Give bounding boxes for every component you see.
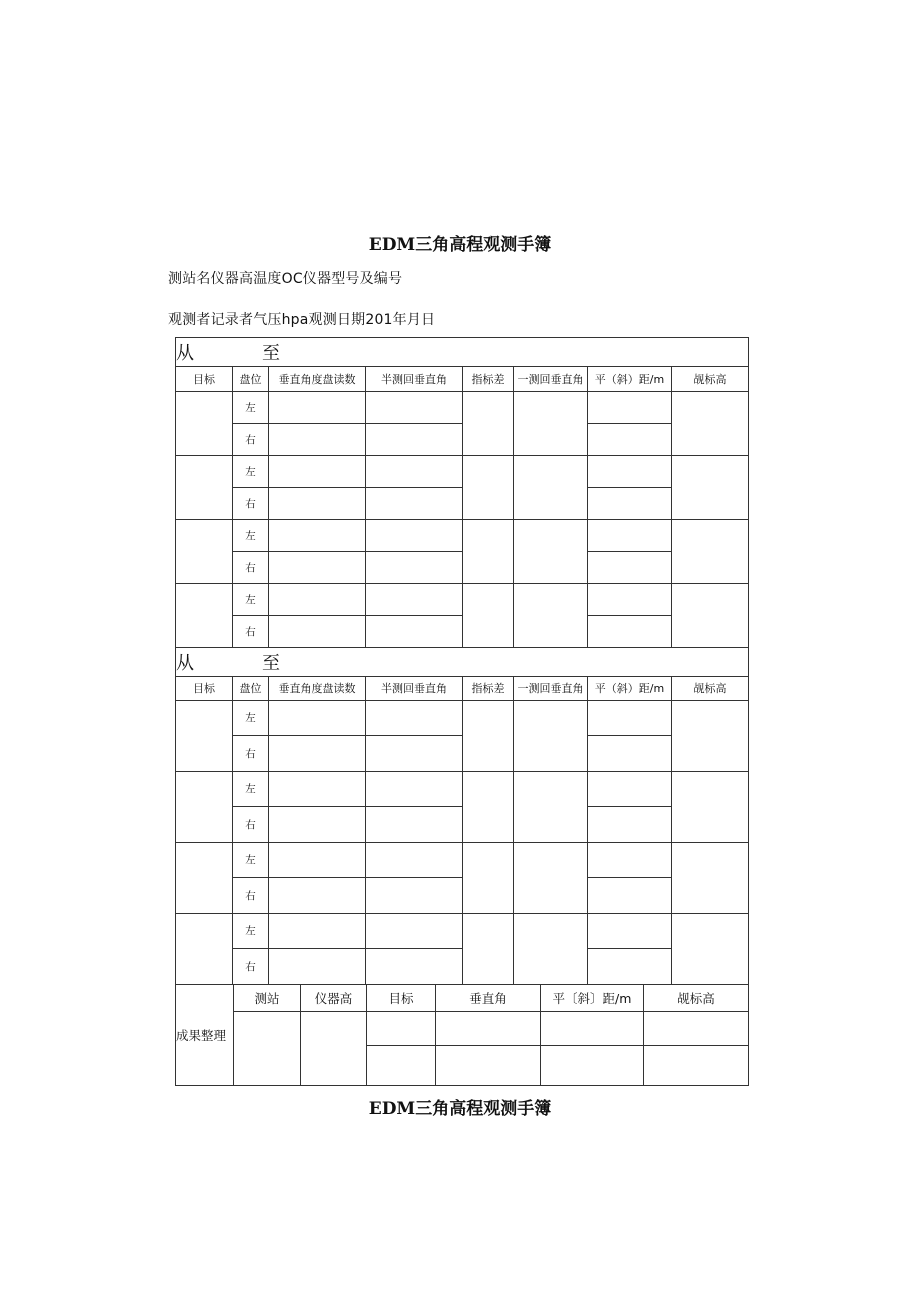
distance-cell[interactable] (588, 584, 672, 616)
full-angle-cell[interactable] (514, 913, 588, 984)
distance-cell[interactable] (588, 735, 672, 771)
index-error-cell[interactable] (463, 771, 514, 842)
face-left: 左 (233, 456, 269, 488)
reading-cell[interactable] (269, 877, 366, 913)
half-angle-cell[interactable] (366, 584, 463, 616)
face-left: 左 (233, 913, 269, 948)
header-distance: 平（斜）距/m (588, 676, 672, 700)
summary-vertical-angle-cell[interactable] (436, 1011, 541, 1045)
footer-title: EDM三角高程观测手簿 (368, 1099, 552, 1119)
distance-cell[interactable] (588, 877, 672, 913)
half-angle-cell[interactable] (366, 456, 463, 488)
index-error-cell[interactable] (463, 584, 514, 648)
summary-distance-cell[interactable] (541, 1011, 644, 1045)
header-index-error: 指标差 (463, 676, 514, 700)
half-angle-cell[interactable] (366, 735, 463, 771)
summary-distance-cell[interactable] (541, 1045, 644, 1085)
reading-cell[interactable] (269, 456, 366, 488)
full-angle-cell[interactable] (514, 771, 588, 842)
half-angle-cell[interactable] (366, 700, 463, 735)
face-left: 左 (233, 392, 269, 424)
face-right: 右 (233, 552, 269, 584)
half-angle-cell[interactable] (366, 552, 463, 584)
header-circle-reading: 垂直角度盘读数 (269, 676, 366, 700)
face-right: 右 (233, 735, 269, 771)
half-angle-cell[interactable] (366, 488, 463, 520)
summary-vertical-angle-cell[interactable] (436, 1045, 541, 1085)
distance-cell[interactable] (588, 616, 672, 648)
page-title: EDM三角高程观测手簿 (368, 235, 552, 255)
distance-cell[interactable] (588, 948, 672, 984)
reading-cell[interactable] (269, 806, 366, 842)
face-left: 左 (233, 771, 269, 806)
distance-cell[interactable] (588, 806, 672, 842)
summary-header-distance: 平〔斜〕距/m (541, 985, 644, 1011)
summary-target-height-cell[interactable] (644, 1011, 749, 1045)
target-height-cell[interactable] (672, 392, 749, 456)
summary-target-height-cell[interactable] (644, 1045, 749, 1085)
half-angle-cell[interactable] (366, 771, 463, 806)
reading-cell[interactable] (269, 842, 366, 877)
summary-label: 成果整理 (176, 985, 234, 1085)
reading-cell[interactable] (269, 771, 366, 806)
full-angle-cell[interactable] (514, 700, 588, 771)
header-full-angle: 一测回垂直角 (514, 676, 588, 700)
header-target: 目标 (176, 367, 233, 392)
half-angle-cell[interactable] (366, 392, 463, 424)
index-error-cell[interactable] (463, 520, 514, 584)
half-angle-cell[interactable] (366, 616, 463, 648)
half-angle-cell[interactable] (366, 520, 463, 552)
from-label: 从 (176, 343, 194, 364)
reading-cell[interactable] (269, 616, 366, 648)
header-circle-reading: 垂直角度盘读数 (269, 367, 366, 392)
reading-cell[interactable] (269, 700, 366, 735)
full-angle-cell[interactable] (514, 842, 588, 913)
face-right: 右 (233, 806, 269, 842)
distance-cell[interactable] (588, 488, 672, 520)
target-cell[interactable] (176, 913, 233, 984)
summary-header-target: 目标 (367, 985, 436, 1011)
header-target-height: 觇标高 (672, 676, 749, 700)
full-angle-cell[interactable] (514, 392, 588, 456)
to-label: 至 (262, 343, 280, 364)
face-left: 左 (233, 700, 269, 735)
half-angle-cell[interactable] (366, 913, 463, 948)
reading-cell[interactable] (269, 913, 366, 948)
header-target-height: 觇标高 (672, 367, 749, 392)
half-angle-cell[interactable] (366, 842, 463, 877)
distance-cell[interactable] (588, 520, 672, 552)
face-right: 右 (233, 424, 269, 456)
index-error-cell[interactable] (463, 700, 514, 771)
half-angle-cell[interactable] (366, 877, 463, 913)
summary-station-cell[interactable] (234, 1011, 301, 1085)
observation-table-2 (175, 648, 749, 985)
reading-cell[interactable] (269, 735, 366, 771)
info-line-observer: 观测者记录者气压hpa观测日期201年月日 (168, 312, 436, 328)
half-angle-cell[interactable] (366, 806, 463, 842)
from-to-row (176, 338, 749, 367)
header-target: 目标 (176, 676, 233, 700)
reading-cell[interactable] (269, 584, 366, 616)
reading-cell[interactable] (269, 948, 366, 984)
face-right: 右 (233, 616, 269, 648)
distance-cell[interactable] (588, 456, 672, 488)
index-error-cell[interactable] (463, 842, 514, 913)
target-height-cell[interactable] (672, 456, 749, 520)
target-height-cell[interactable] (672, 700, 749, 771)
distance-cell[interactable] (588, 424, 672, 456)
header-full-angle: 一测回垂直角 (514, 367, 588, 392)
reading-cell[interactable] (269, 424, 366, 456)
target-cell[interactable] (176, 700, 233, 771)
target-cell[interactable] (176, 520, 233, 584)
summary-header-instrument-height: 仪器高 (301, 985, 367, 1011)
half-angle-cell[interactable] (366, 948, 463, 984)
face-left: 左 (233, 584, 269, 616)
face-left: 左 (233, 842, 269, 877)
target-height-cell[interactable] (672, 842, 749, 913)
header-face: 盘位 (233, 676, 269, 700)
summary-instrument-height-cell[interactable] (301, 1011, 367, 1085)
distance-cell[interactable] (588, 842, 672, 877)
target-cell[interactable] (176, 584, 233, 648)
from-label: 从 (176, 652, 194, 674)
face-right: 右 (233, 488, 269, 520)
face-left: 左 (233, 520, 269, 552)
face-right: 右 (233, 877, 269, 913)
target-height-cell[interactable] (672, 913, 749, 984)
summary-target-cell[interactable] (367, 1045, 436, 1085)
target-cell[interactable] (176, 771, 233, 842)
header-face: 盘位 (233, 367, 269, 392)
target-cell[interactable] (176, 392, 233, 456)
header-half-angle: 半测回垂直角 (366, 676, 463, 700)
target-height-cell[interactable] (672, 771, 749, 842)
reading-cell[interactable] (269, 392, 366, 424)
reading-cell[interactable] (269, 488, 366, 520)
to-label: 至 (262, 652, 280, 674)
summary-target-cell[interactable] (367, 1011, 436, 1045)
half-angle-cell[interactable] (366, 424, 463, 456)
full-angle-cell[interactable] (514, 520, 588, 584)
reading-cell[interactable] (269, 552, 366, 584)
full-angle-cell[interactable] (514, 456, 588, 520)
distance-cell[interactable] (588, 913, 672, 948)
header-index-error: 指标差 (463, 367, 514, 392)
summary-header-station: 测站 (234, 985, 301, 1011)
observation-table-1 (175, 337, 749, 648)
target-cell[interactable] (176, 842, 233, 913)
distance-cell[interactable] (588, 700, 672, 735)
info-line-station: 测站名仪器高温度OC仪器型号及编号 (168, 271, 403, 287)
distance-cell[interactable] (588, 552, 672, 584)
target-height-cell[interactable] (672, 520, 749, 584)
summary-header-target-height: 觇标高 (644, 985, 749, 1011)
distance-cell[interactable] (588, 392, 672, 424)
index-error-cell[interactable] (463, 392, 514, 456)
reading-cell[interactable] (269, 520, 366, 552)
target-height-cell[interactable] (672, 584, 749, 648)
header-distance: 平（斜）距/m (588, 367, 672, 392)
full-angle-cell[interactable] (514, 584, 588, 648)
index-error-cell[interactable] (463, 456, 514, 520)
header-half-angle: 半测回垂直角 (366, 367, 463, 392)
from-to-row (176, 648, 749, 676)
distance-cell[interactable] (588, 771, 672, 806)
index-error-cell[interactable] (463, 913, 514, 984)
face-right: 右 (233, 948, 269, 984)
summary-header-vertical-angle: 垂直角 (436, 985, 541, 1011)
summary-table (175, 985, 749, 1086)
target-cell[interactable] (176, 456, 233, 520)
